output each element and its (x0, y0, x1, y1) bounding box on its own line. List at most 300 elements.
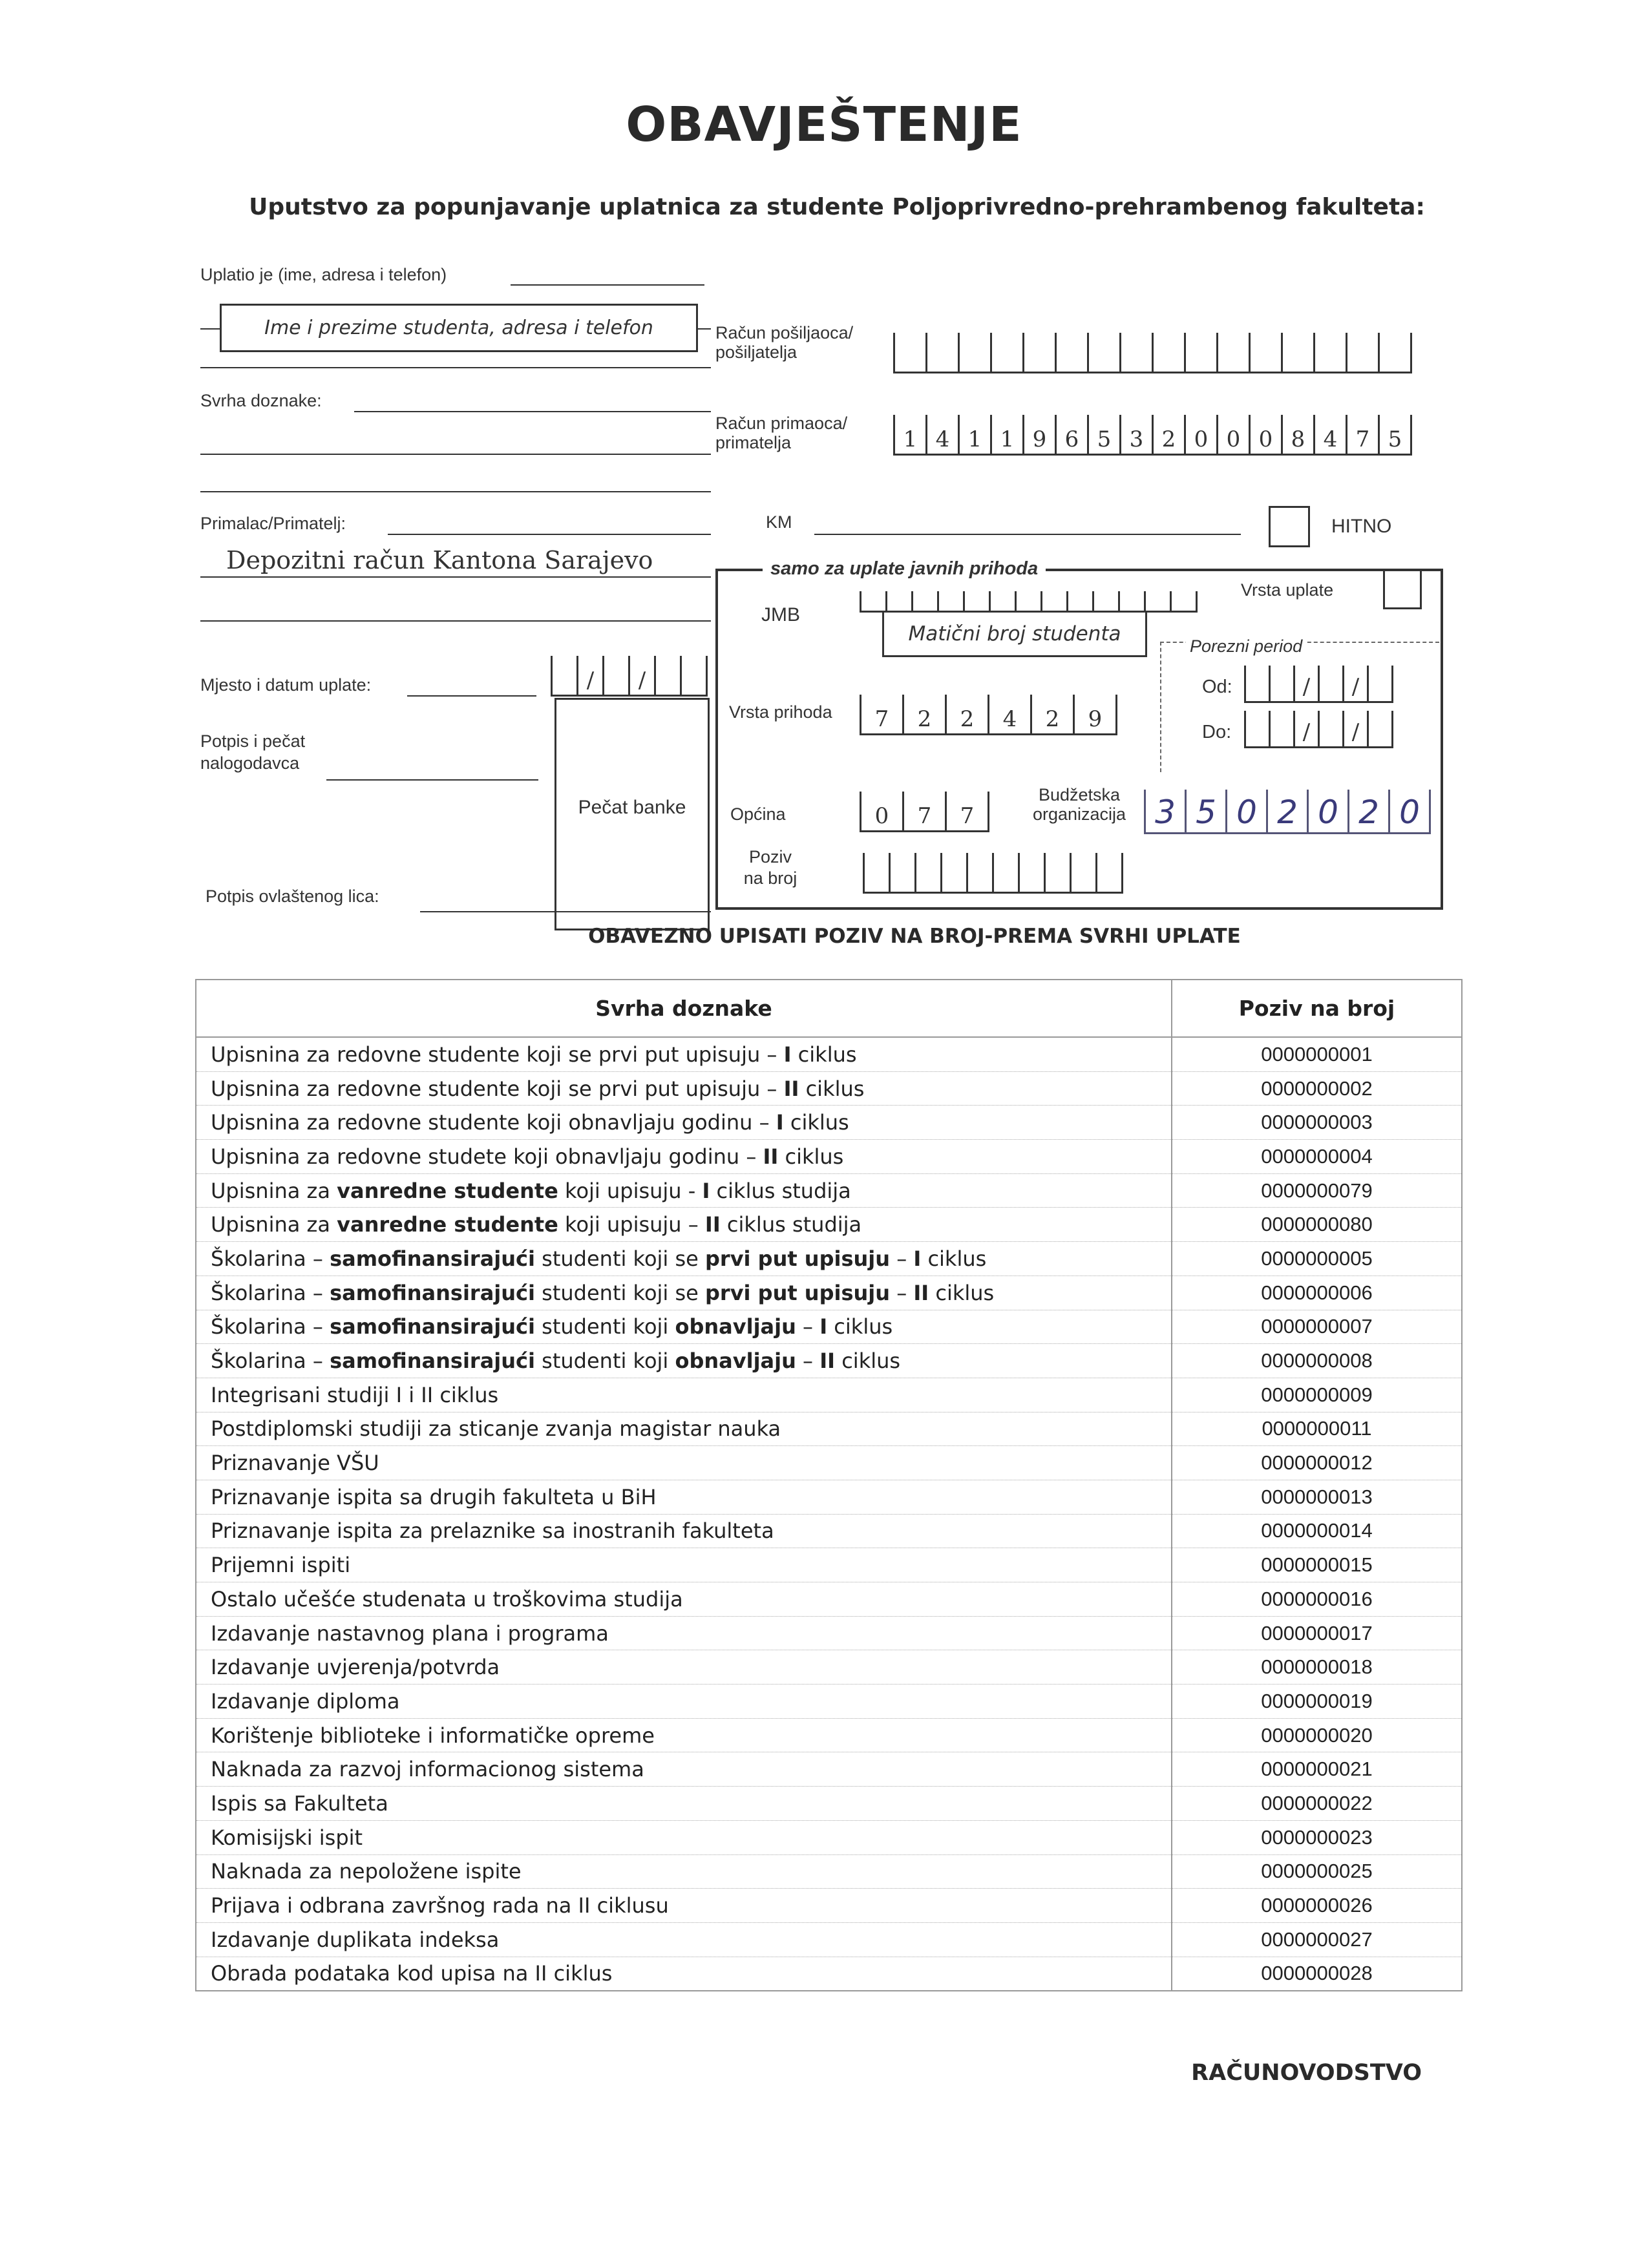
vrsta-prihoda-label: Vrsta prihoda (729, 702, 832, 722)
digit-cell[interactable] (942, 853, 968, 892)
date-cell[interactable] (1320, 666, 1344, 701)
section-title: OBAVEZNO UPISATI POZIV NA BROJ-PREMA SVRHI UPLATE (588, 925, 1241, 948)
primalac-line-2 (200, 576, 711, 578)
poziv-cell: 0000000018 (1172, 1650, 1462, 1685)
svrha-label: Svrha doznake: (200, 391, 322, 410)
digit-cell[interactable] (1089, 333, 1121, 372)
svrha-text: I (783, 1042, 792, 1067)
date-cell[interactable]: / (1295, 666, 1320, 701)
uplatio-line-3 (698, 328, 711, 330)
table-header-row (196, 980, 1462, 1037)
digit-cell[interactable] (1121, 333, 1154, 372)
porezni-period-box (1160, 642, 1439, 772)
budzetska-boxes (1144, 790, 1431, 834)
svrha-text: Školarina – (211, 1246, 330, 1271)
poziv-cell: 0000000011 (1172, 1412, 1462, 1446)
porezni-period-label: Porezni period (1186, 636, 1306, 656)
poziv-cell: 0000000007 (1172, 1310, 1462, 1344)
table-row (196, 1106, 1462, 1140)
svrha-text: Ispis sa Fakulteta (211, 1790, 388, 1816)
svrha-text: II (763, 1144, 779, 1169)
jmb-label: JMB (761, 604, 800, 625)
svrha-text: ciklus (827, 1314, 893, 1339)
poziv-label: Poziv na broj (743, 847, 798, 888)
svrha-cell (196, 1922, 1172, 1957)
svrha-text: ciklus studija (710, 1178, 851, 1203)
svrha-cell (196, 1548, 1172, 1582)
date-cell[interactable]: / (1344, 711, 1369, 746)
poziv-cell: 0000000021 (1172, 1752, 1462, 1787)
svrha-text: ciklus (778, 1144, 844, 1169)
svrha-text: koji upisuju - (558, 1178, 703, 1203)
potpis-ovlastenog-label: Potpis ovlaštenog lica: (206, 887, 379, 906)
racun-posiljaoca-label: Račun pošiljaoca/ pošiljatelja (715, 323, 854, 362)
pecat-banke-box (555, 698, 710, 930)
digit-cell[interactable] (960, 333, 992, 372)
vrsta-prihoda-boxes (860, 695, 1117, 735)
table-row (196, 1140, 1462, 1174)
datum-cell (604, 656, 630, 695)
table-row (196, 1378, 1462, 1412)
poziv-cell: 0000000014 (1172, 1514, 1462, 1548)
digit-cell[interactable]: 6 (1057, 415, 1089, 454)
svrha-text: – (796, 1349, 820, 1374)
poziv-cell: 0000000080 (1172, 1208, 1462, 1242)
svrha-text: studenti koji se (534, 1280, 705, 1305)
digit-cell[interactable]: 7 (1347, 415, 1380, 454)
svrha-text: Izdavanje duplikata indeksa (211, 1927, 500, 1952)
uplatio-label: Uplatio je (ime, adresa i telefon) (200, 265, 447, 284)
svrha-text: prvi put upisuju (705, 1246, 891, 1271)
date-cell[interactable] (1369, 666, 1393, 701)
svrha-cell (196, 1685, 1172, 1719)
digit-cell[interactable]: 4 (1315, 415, 1347, 454)
digit-cell[interactable] (916, 853, 942, 892)
digit-cell[interactable] (927, 333, 960, 372)
svrha-cell (196, 1718, 1172, 1752)
poziv-cell: 0000000008 (1172, 1344, 1462, 1378)
svrha-text: studenti koji se (534, 1246, 705, 1271)
svrha-text: II (783, 1076, 799, 1101)
opcina-boxes (860, 792, 989, 832)
svrha-text: Izdavanje diploma (211, 1688, 400, 1714)
digit-cell[interactable]: 7 (904, 792, 947, 830)
svrha-text: vanredne studente (337, 1212, 558, 1237)
datum-cell (553, 656, 578, 695)
poziv-cell: 0000000002 (1172, 1071, 1462, 1106)
potpis-ovlastenog-line (420, 911, 711, 912)
od-boxes (1244, 666, 1393, 703)
svrha-text: Prijemni ispiti (211, 1553, 351, 1578)
od-label: Od: (1202, 677, 1232, 697)
digit-cell[interactable]: 0 (1227, 790, 1268, 832)
digit-cell[interactable] (1057, 333, 1089, 372)
primalac-line-3 (200, 620, 711, 622)
poziv-cell: 0000000004 (1172, 1140, 1462, 1174)
datum-cell (682, 656, 708, 695)
poziv-cell: 0000000012 (1172, 1446, 1462, 1480)
svrha-text: samofinansirajući (330, 1280, 535, 1305)
digit-cell[interactable]: 0 (1309, 790, 1349, 832)
digit-cell[interactable]: 3 (1146, 790, 1187, 832)
racun-primaoca-boxes (893, 415, 1412, 456)
svrha-cell (196, 1412, 1172, 1446)
digit-cell[interactable]: 0 (1218, 415, 1251, 454)
svrha-text: Upisnina za redovne studente koji obnavljaju godinu – (211, 1110, 776, 1135)
km-label: KM (766, 512, 792, 532)
date-cell[interactable] (1271, 711, 1295, 746)
datum-cell: / (630, 656, 656, 695)
mjesto-label: Mjesto i datum uplate: (200, 675, 372, 695)
do-label: Do: (1202, 722, 1232, 742)
pecat-banke-label: Pečat banke (578, 797, 686, 818)
svrha-text: Izdavanje nastavnog plana i programa (211, 1621, 609, 1646)
vrsta-uplate-box[interactable] (1383, 571, 1422, 609)
poziv-cell: 0000000001 (1172, 1037, 1462, 1071)
table-row (196, 1242, 1462, 1276)
page-subtitle: Uputstvo za popunjavanje uplatnica za studente Poljoprivredno-prehrambenog fakulteta: (249, 194, 1425, 220)
digit-cell[interactable]: 3 (1121, 415, 1154, 454)
svrha-cell (196, 1071, 1172, 1106)
svrha-text: Priznavanje ispita za prelaznike sa inostranih fakulteta (211, 1518, 774, 1544)
date-cell[interactable]: / (1344, 666, 1369, 701)
digit-cell[interactable] (1072, 853, 1097, 892)
datum-cell (656, 656, 682, 695)
table-row (196, 1889, 1462, 1923)
svrha-text: Korištenje biblioteke i informatičke opreme (211, 1723, 655, 1748)
potpis-nalogodavca-label: Potpis i pečat nalogodavca (200, 731, 306, 773)
digit-cell[interactable]: 2 (1268, 790, 1309, 832)
digit-cell[interactable] (1315, 333, 1347, 372)
do-boxes (1244, 711, 1393, 748)
poziv-cell: 0000000013 (1172, 1480, 1462, 1514)
svrha-text: Upisnina za redovne studente koji se prvi put upisuju – (211, 1042, 784, 1067)
digit-cell[interactable] (1020, 853, 1046, 892)
svrha-text: samofinansirajući (330, 1349, 535, 1374)
digit-cell[interactable]: 2 (947, 695, 989, 733)
svrha-text: Upisnina za redovne studete koji obnavljaju godinu – (211, 1144, 763, 1169)
svrha-text: ciklus (929, 1280, 995, 1305)
svrha-text: Postdiplomski studiji za sticanje zvanja magistar nauka (211, 1416, 781, 1442)
digit-cell[interactable] (1042, 591, 1068, 611)
digit-cell[interactable] (1120, 591, 1146, 611)
poziv-cell: 0000000009 (1172, 1378, 1462, 1412)
svrha-cell (196, 1208, 1172, 1242)
hitno-checkbox[interactable] (1269, 506, 1310, 547)
svrha-text: koji upisuju – (558, 1212, 705, 1237)
svrha-text: ciklus (791, 1042, 857, 1067)
svrha-cell (196, 1140, 1172, 1174)
svrha-cell (196, 1582, 1172, 1617)
racun-primaoca-label: Račun primaoca/ primatelja (715, 414, 848, 452)
svrha-cell (196, 1173, 1172, 1208)
digit-cell[interactable]: 1 (895, 415, 927, 454)
poziv-cell: 0000000015 (1172, 1548, 1462, 1582)
poziv-boxes (863, 853, 1123, 894)
km-line (814, 534, 1241, 535)
svrha-text: I (819, 1314, 828, 1339)
poziv-cell: 0000000027 (1172, 1922, 1462, 1957)
svrha-text: I (913, 1246, 922, 1271)
digit-cell[interactable] (1146, 591, 1172, 611)
digit-cell[interactable]: 9 (1075, 695, 1117, 733)
uplatio-note-box: Ime i prezime studenta, adresa i telefon (220, 304, 698, 352)
table-row (196, 1582, 1462, 1617)
svrha-text: obnavljaju (675, 1314, 796, 1339)
digit-cell[interactable] (913, 591, 939, 611)
svrha-cell (196, 1378, 1172, 1412)
digit-cell[interactable]: 0 (1186, 415, 1218, 454)
svrha-text: II (913, 1280, 929, 1305)
digit-cell[interactable]: 1 (960, 415, 992, 454)
poziv-cell: 0000000022 (1172, 1787, 1462, 1821)
digit-cell[interactable]: 0 (1390, 790, 1431, 832)
header-poziv: Poziv na broj (1172, 980, 1462, 1037)
svrha-cell (196, 1242, 1172, 1276)
uplatio-line-2 (200, 328, 220, 330)
digit-cell[interactable]: 5 (1089, 415, 1121, 454)
racun-posiljaoca-boxes (893, 333, 1412, 373)
poziv-cell: 0000000020 (1172, 1718, 1462, 1752)
svrha-text: Obrada podataka kod upisa na II ciklus (211, 1961, 613, 1986)
table-row (196, 1412, 1462, 1446)
table-row (196, 1548, 1462, 1582)
svrha-text: II (704, 1212, 721, 1237)
poziv-cell: 0000000003 (1172, 1106, 1462, 1140)
svrha-text: ciklus studija (720, 1212, 862, 1237)
poziv-table (195, 979, 1463, 1991)
date-cell[interactable] (1369, 711, 1393, 746)
jmb-note-box: Matični broj studenta (882, 611, 1147, 657)
svrha-text: Upisnina za redovne studente koji se prvi put upisuju – (211, 1076, 784, 1101)
poziv-cell: 0000000006 (1172, 1276, 1462, 1310)
hitno-label: HITNO (1331, 516, 1392, 537)
svrha-cell (196, 1957, 1172, 1991)
digit-cell[interactable] (1024, 333, 1057, 372)
date-cell[interactable] (1271, 666, 1295, 701)
mjesto-line (407, 695, 536, 697)
svrha-text: – (890, 1280, 914, 1305)
table-row (196, 1446, 1462, 1480)
svrha-text: Priznavanje VŠU (211, 1451, 379, 1476)
svrha-line-3 (200, 491, 711, 492)
svrha-text: II (819, 1349, 836, 1374)
svrha-cell (196, 1752, 1172, 1787)
svrha-text: samofinansirajući (330, 1246, 535, 1271)
poziv-cell: 0000000026 (1172, 1889, 1462, 1923)
table-row (196, 1957, 1462, 1991)
primalac-line (388, 534, 711, 535)
digit-cell[interactable] (968, 853, 994, 892)
digit-cell[interactable] (1251, 333, 1283, 372)
page-title: OBAVJEŠTENJE (626, 97, 1022, 152)
digit-cell[interactable]: 4 (989, 695, 1032, 733)
svrha-cell (196, 1616, 1172, 1650)
svrha-text: – (796, 1314, 820, 1339)
opcina-label: Općina (730, 804, 786, 824)
digit-cell[interactable] (1347, 333, 1380, 372)
svrha-cell (196, 1446, 1172, 1480)
digit-cell[interactable]: 1 (992, 415, 1024, 454)
svrha-text: Naknada za razvoj informacionog sistema (211, 1757, 644, 1782)
svrha-cell (196, 1276, 1172, 1310)
table-row (196, 1514, 1462, 1548)
date-cell[interactable] (1246, 666, 1271, 701)
date-cell[interactable]: / (1295, 711, 1320, 746)
potpis-nalogodavca-line (326, 779, 538, 781)
uplatio-line (511, 284, 704, 286)
digit-cell[interactable] (1380, 333, 1412, 372)
primalac-label: Primalac/Primatelj: (200, 514, 346, 533)
svrha-text: prvi put upisuju (705, 1280, 891, 1305)
digit-cell[interactable]: 8 (1283, 415, 1315, 454)
digit-cell[interactable]: 5 (1380, 415, 1412, 454)
svrha-cell (196, 1889, 1172, 1923)
svrha-text: ciklus (799, 1076, 865, 1101)
digit-cell[interactable] (1154, 333, 1186, 372)
datum-cell: / (578, 656, 604, 695)
digit-cell[interactable] (1097, 853, 1123, 892)
svrha-text: Priznavanje ispita sa drugih fakulteta u BiH (211, 1484, 657, 1509)
date-cell[interactable] (1246, 711, 1271, 746)
budzetska-label: Budžetska organizacija (1032, 785, 1126, 824)
date-cell[interactable] (1320, 711, 1344, 746)
svrha-text: Školarina – (211, 1349, 330, 1374)
svrha-text: I (776, 1110, 784, 1135)
table-row (196, 1276, 1462, 1310)
svrha-text: Upisnina za (211, 1212, 337, 1237)
svrha-text: obnavljaju (675, 1349, 796, 1374)
digit-cell[interactable]: 9 (1024, 415, 1057, 454)
poziv-cell: 0000000016 (1172, 1582, 1462, 1617)
svrha-cell (196, 1820, 1172, 1854)
svrha-text: ciklus (921, 1246, 987, 1271)
digit-cell[interactable]: 4 (927, 415, 960, 454)
digit-cell[interactable] (891, 853, 916, 892)
table-row (196, 1787, 1462, 1821)
poziv-cell: 0000000025 (1172, 1854, 1462, 1889)
jmb-boxes (860, 591, 1198, 613)
table-row (196, 1071, 1462, 1106)
svrha-cell (196, 1344, 1172, 1378)
svrha-cell (196, 1480, 1172, 1514)
digit-cell[interactable]: 2 (904, 695, 947, 733)
digit-cell[interactable] (1283, 333, 1315, 372)
svrha-cell (196, 1310, 1172, 1344)
digit-cell[interactable] (1218, 333, 1251, 372)
svrha-text: Školarina – (211, 1314, 330, 1339)
table-row (196, 1685, 1462, 1719)
digit-cell[interactable]: 0 (1251, 415, 1283, 454)
svrha-line-2 (200, 454, 711, 455)
uplatio-line-4 (200, 367, 711, 368)
svrha-line-1 (354, 411, 711, 412)
svrha-text: Naknada za nepoložene ispite (211, 1859, 522, 1884)
digit-cell[interactable] (1046, 853, 1072, 892)
table-row (196, 1208, 1462, 1242)
svrha-cell (196, 1514, 1172, 1548)
svrha-text: ciklus (783, 1110, 849, 1135)
poziv-cell: 0000000079 (1172, 1173, 1462, 1208)
digit-cell[interactable]: 2 (1154, 415, 1186, 454)
digit-cell[interactable] (895, 333, 927, 372)
primalac-value: Depozitni račun Kantona Sarajevo (226, 546, 653, 574)
digit-cell[interactable]: 5 (1187, 790, 1227, 832)
digit-cell[interactable] (992, 333, 1024, 372)
header-svrha: Svrha doznake (196, 980, 1172, 1037)
svrha-text: Školarina – (211, 1280, 330, 1305)
digit-cell[interactable] (1094, 591, 1120, 611)
datum-boxes (551, 656, 708, 697)
svrha-text: I (702, 1178, 710, 1203)
svrha-cell (196, 1106, 1172, 1140)
footer-racunovodstvo: RAČUNOVODSTVO (1191, 2060, 1422, 2086)
javni-prihodi-label: samo za uplate javnih prihoda (763, 558, 1046, 580)
poziv-cell: 0000000005 (1172, 1242, 1462, 1276)
digit-cell[interactable] (865, 853, 891, 892)
svrha-text: Upisnina za (211, 1178, 337, 1203)
svrha-text: Izdavanje uvjerenja/potvrda (211, 1655, 500, 1680)
svrha-text: samofinansirajući (330, 1314, 535, 1339)
svrha-text: Integrisani studiji I i II ciklus (211, 1382, 499, 1407)
digit-cell[interactable]: 7 (947, 792, 989, 830)
digit-cell[interactable] (887, 591, 913, 611)
table-row (196, 1922, 1462, 1957)
vrsta-uplate-label: Vrsta uplate (1241, 580, 1334, 600)
digit-cell[interactable]: 0 (861, 792, 904, 830)
table-row (196, 1616, 1462, 1650)
svrha-text: studenti koji (534, 1314, 675, 1339)
digit-cell[interactable] (1186, 333, 1218, 372)
svrha-text: Prijava i odbrana završnog rada na II ciklusu (211, 1893, 669, 1918)
table-row (196, 1310, 1462, 1344)
poziv-cell: 0000000017 (1172, 1616, 1462, 1650)
svrha-text: Komisijski ispit (211, 1825, 363, 1850)
svrha-text: vanredne studente (337, 1178, 558, 1203)
digit-cell[interactable]: 7 (861, 695, 904, 733)
table-row (196, 1820, 1462, 1854)
digit-cell[interactable] (965, 591, 991, 611)
poziv-cell: 0000000028 (1172, 1957, 1462, 1991)
table-row (196, 1854, 1462, 1889)
table-row (196, 1480, 1462, 1514)
table-row (196, 1344, 1462, 1378)
digit-cell[interactable] (991, 591, 1017, 611)
digit-cell[interactable] (994, 853, 1020, 892)
digit-cell[interactable] (939, 591, 965, 611)
digit-cell[interactable] (1172, 591, 1198, 611)
table-row (196, 1650, 1462, 1685)
digit-cell[interactable]: 2 (1349, 790, 1390, 832)
svrha-text: Ostalo učešće studenata u troškovima studija (211, 1586, 683, 1612)
table-row (196, 1173, 1462, 1208)
table-row (196, 1037, 1462, 1071)
svrha-cell (196, 1854, 1172, 1889)
table-row (196, 1718, 1462, 1752)
digit-cell[interactable] (1017, 591, 1042, 611)
table-row (196, 1752, 1462, 1787)
poziv-cell: 0000000023 (1172, 1820, 1462, 1854)
digit-cell[interactable] (1068, 591, 1094, 611)
svrha-text: – (890, 1246, 914, 1271)
svrha-cell (196, 1650, 1172, 1685)
svrha-text: studenti koji (534, 1349, 675, 1374)
digit-cell[interactable] (861, 591, 887, 611)
digit-cell[interactable]: 2 (1032, 695, 1075, 733)
svrha-cell (196, 1787, 1172, 1821)
svrha-cell (196, 1037, 1172, 1071)
svrha-text: ciklus (835, 1349, 901, 1374)
